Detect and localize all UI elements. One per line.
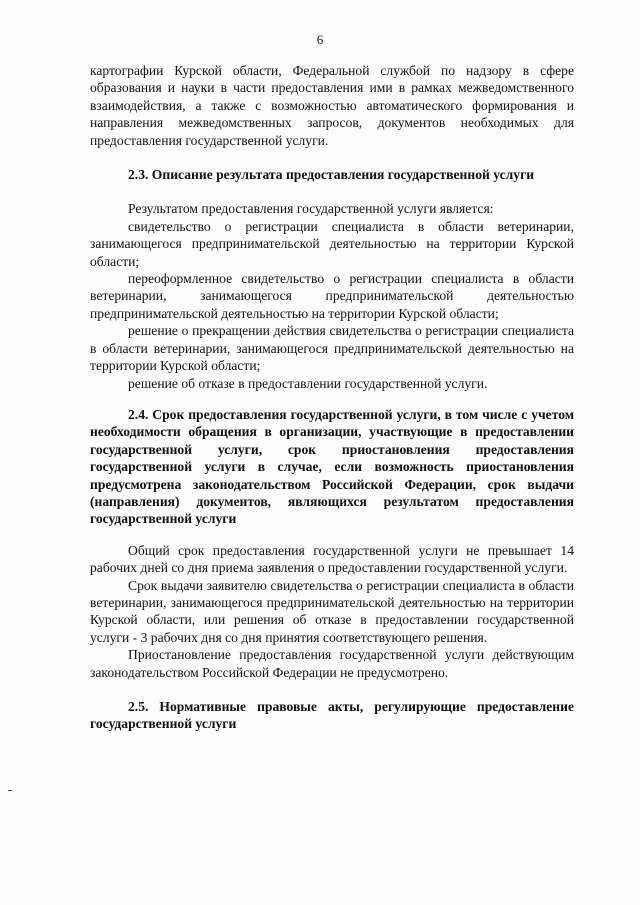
document-body: [90, 62, 574, 733]
section-2-3-item: решение о прекращении действия свидетельства о регистрации специалиста в области ветеринарии, занимающегося предпринимательской деятельностью на территории Курской области;: [90, 323, 574, 374]
section-2-4-paragraph: Срок выдачи заявителю свидетельства о регистрации специалиста в области ветеринарии, занимающегося предпринимательской деятельностью на территории Курской области, или решения об отказе в предоставлении государственной услуги - 3 рабочих дня со дня принятия соответствующего решения.: [90, 577, 574, 645]
page-number: 6: [316, 32, 324, 47]
section-2-4-paragraph: Приостановление предоставления государственной услуги действующим законодательством Российской Федерации не предусмотрено.: [90, 647, 574, 680]
section-2-3-item: переоформленное свидетельство о регистрации специалиста в области ветеринарии, занимающегося предпринимательской деятельностью предпринимательской деятельностью на территории Курской области;: [90, 271, 574, 321]
section-2-4-heading: 2.4. Срок предоставления государственной услуги, в том числе с учетом необходимости обращения в организации, участвующие в предоставлении государственной услуги, срок приостановления предоставления государственной услуги в случае, если возможность приостановления предусмотрена законодательством Российской Федерации, срок выдачи (направления) документов, являющихся результатом предоставления государственной услуги: [90, 406, 574, 527]
section-2-4-paragraph: Общий срок предоставления государственной услуги не превышает 14 рабочих дней со дня приема заявления о предоставлении государственной услуги.: [90, 542, 574, 576]
section-2-3-item: решение об отказе в предоставлении государственной услуги.: [128, 375, 488, 391]
section-2-5-heading: 2.5. Нормативные правовые акты, регулирующие предоставление государственной услуги: [90, 699, 574, 732]
section-2-3-lead: Результатом предоставления государственной услуги является:: [128, 201, 494, 217]
intro-paragraph: картографии Курской области, Федеральной службой по надзору в сфере образования и науки в части предоставления ими в рамках межведомственного взаимодействия, а также с возможностью автоматического формирования и направления межведомственных запросов, документов необходимых для предоставления государственной услуги.: [90, 63, 574, 148]
scan-mark: [8, 790, 12, 791]
section-2-3-item: свидетельство о регистрации специалиста в области ветеринарии, занимающегося предпринимательской деятельностью на территории Курской области;: [90, 218, 574, 269]
section-2-3-heading: 2.3. Описание результата предоставления государственной услуги: [128, 167, 535, 183]
